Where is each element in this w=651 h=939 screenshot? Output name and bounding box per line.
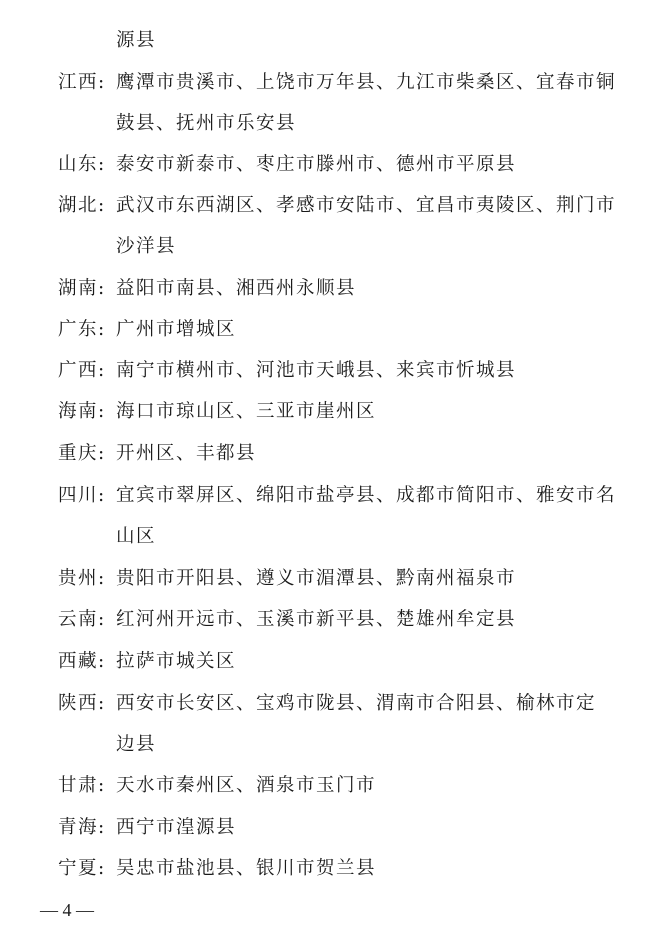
province-label: 贵州: <box>58 568 106 589</box>
page-number: — 4 — <box>40 900 94 920</box>
county-list: 拉萨市城关区 <box>116 651 237 672</box>
county-list: 贵阳市开阳县、遵义市湄潭县、黔南州福泉市 <box>116 568 517 589</box>
province-label: 广东: <box>58 319 106 340</box>
county-list: 吴忠市盐池县、银川市贺兰县 <box>116 858 377 879</box>
county-list-continued: 沙洋县 <box>116 236 177 257</box>
county-list-continued: 边县 <box>116 734 157 755</box>
entry-jiangxi <box>58 62 618 103</box>
entry-hunan <box>58 268 618 309</box>
county-list-continued: 山区 <box>116 526 157 547</box>
county-list: 西安市长安区、宝鸡市陇县、渭南市合阳县、榆林市定 <box>116 693 597 714</box>
entry-ningxia <box>58 848 618 889</box>
entry-guangdong <box>58 309 618 350</box>
county-list: 海口市琼山区、三亚市崖州区 <box>116 401 377 422</box>
entry-hubei <box>58 185 618 226</box>
county-list: 武汉市东西湖区、孝感市安陆市、宜昌市夷陵区、荆门市 <box>116 195 617 216</box>
entry-guizhou <box>58 558 618 599</box>
province-label: 云南: <box>58 609 106 630</box>
county-list: 广州市增城区 <box>116 319 237 340</box>
county-list-continued: 鼓县、抚州市乐安县 <box>116 113 297 134</box>
province-label: 陕西: <box>58 693 106 714</box>
entry-guangxi <box>58 350 618 391</box>
county-list: 天水市秦州区、酒泉市玉门市 <box>116 775 377 796</box>
province-label: 广西: <box>58 360 106 381</box>
province-label: 湖南: <box>58 278 106 299</box>
continued-line: 源县 <box>116 30 157 51</box>
entry-shaanxi <box>58 683 618 724</box>
province-label: 海南: <box>58 401 106 422</box>
county-list: 南宁市横州市、河池市天峨县、来宾市忻城县 <box>116 360 517 381</box>
entry-shandong <box>58 144 618 185</box>
province-label: 湖北: <box>58 195 106 216</box>
county-list: 泰安市新泰市、枣庄市滕州市、德州市平原县 <box>116 154 517 175</box>
province-label: 甘肃: <box>58 775 106 796</box>
entry-xizang <box>58 641 618 682</box>
county-list: 开州区、丰都县 <box>116 443 257 464</box>
province-label: 青海: <box>58 817 106 838</box>
county-list: 鹰潭市贵溪市、上饶市万年县、九江市柴桑区、宜春市铜 <box>116 72 617 93</box>
entry-qinghai <box>58 807 618 848</box>
entry-yunnan <box>58 599 618 640</box>
county-list: 红河州开远市、玉溪市新平县、楚雄州牟定县 <box>116 609 517 630</box>
entry-sichuan <box>58 475 618 516</box>
province-label: 西藏: <box>58 651 106 672</box>
county-list: 宜宾市翠屏区、绵阳市盐亭县、成都市简阳市、雅安市名 <box>116 485 617 506</box>
province-label: 山东: <box>58 154 106 175</box>
entry-chongqing <box>58 433 618 474</box>
county-list: 西宁市湟源县 <box>116 817 237 838</box>
province-label: 江西: <box>58 72 106 93</box>
province-label: 宁夏: <box>58 858 106 879</box>
entry-hainan <box>58 391 618 432</box>
province-label: 重庆: <box>58 443 106 464</box>
province-label: 四川: <box>58 485 106 506</box>
county-list: 益阳市南县、湘西州永顺县 <box>116 278 357 299</box>
entry-gansu <box>58 765 618 806</box>
